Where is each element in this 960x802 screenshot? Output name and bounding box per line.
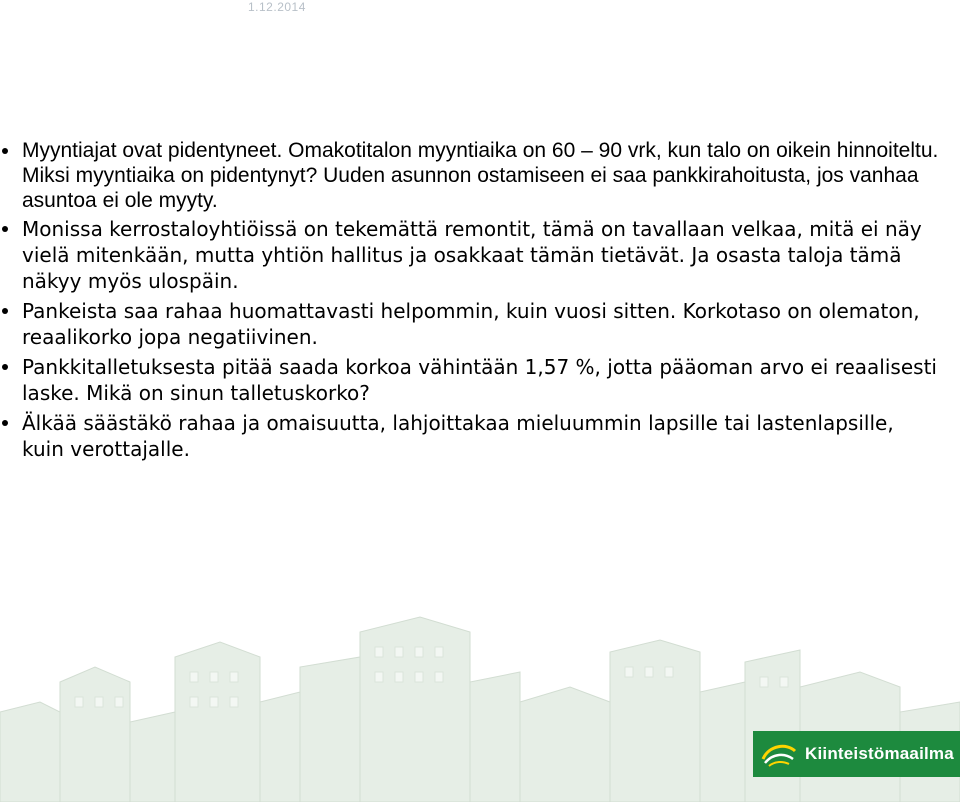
bullet-list [0, 138, 940, 466]
bullet-dot-icon [2, 364, 8, 370]
bullet-item [0, 298, 940, 350]
bullet-text: Myyntiajat ovat pidentyneet. Omakotitalon myyntiaika on 60 – 90 vrk, kun talo on oikein hinnoiteltu. Miksi myyntiaika on pidentynyt? Uuden asunnon ostamiseen ei saa pankkirahoitusta, jos vanhaa asuntoa ei ole myyty. [22, 139, 939, 212]
bullet-dot-icon [2, 308, 8, 314]
bullet-text: Pankeista saa rahaa huomattavasti helpommin, kuin vuosi sitten. Korkotaso on olematon, reaalikorko jopa negatiivinen. [22, 299, 920, 349]
bullet-dot-icon [2, 420, 8, 426]
bullet-item [0, 138, 940, 213]
bullet-item [0, 216, 940, 294]
bullet-text: Pankkitalletuksesta pitää saada korkoa vähintään 1,57 %, jotta pääoman arvo ei reaalisesti laske. Mikä on sinun talletuskorko? [22, 355, 937, 405]
bullet-text: Älkää säästäkö rahaa ja omaisuutta, lahjoittakaa mieluummin lapsille tai lastenlapsille, kuin verottajalle. [22, 411, 894, 461]
bullet-dot-icon [2, 226, 8, 232]
bullet-dot-icon [2, 148, 8, 154]
bullet-text: Monissa kerrostaloyhtiöissä on tekemättä remontit, tämä on tavallaan velkaa, mitä ei näy vielä mitenkään, mutta yhtiön hallitus ja osakkaat tämän tietävät. Ja osasta taloja tämä näkyy myös ulospäin. [22, 217, 922, 293]
brand-logo [753, 731, 960, 777]
brand-name: Kiinteistömaailma [805, 744, 954, 763]
bullet-item [0, 354, 940, 406]
slide-date: 1.12.2014 [248, 0, 306, 14]
brand-swirl-icon [759, 737, 799, 771]
bullet-item [0, 410, 940, 462]
